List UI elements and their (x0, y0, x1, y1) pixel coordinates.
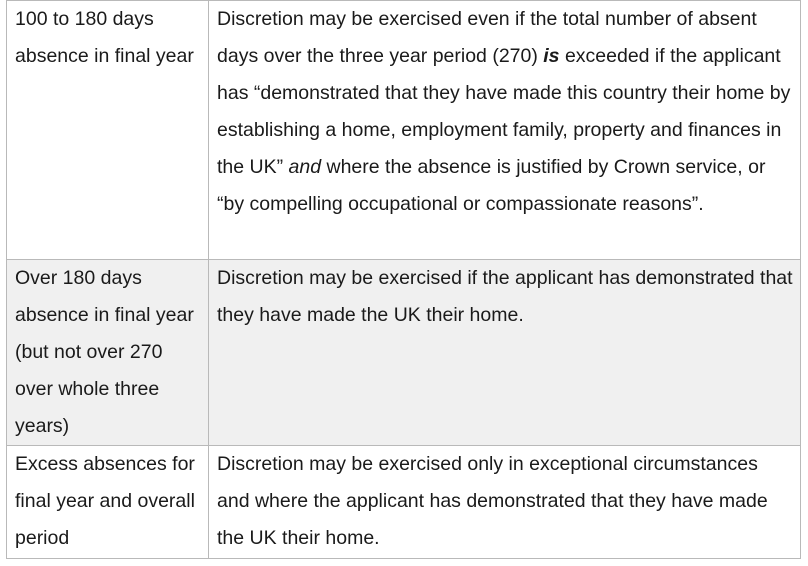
guidance-text: Discretion may be exercised even if the total number of absent days over the three year period (270) (217, 8, 757, 67)
table-row (7, 1, 801, 260)
guidance-emphasis: is (543, 45, 560, 67)
guidance-text: exceeded if the applicant has “demonstrated that they have made this country their home by establishing a home, employment family, property and finances in the UK” (217, 45, 791, 178)
discretion-guidance-cell: Discretion may be exercised if the applicant has demonstrated that they have made the UK their home. (209, 260, 801, 446)
absence-discretion-table (6, 0, 801, 559)
table-row (7, 260, 801, 446)
absence-condition-cell: Over 180 days absence in final year (but not over 270 over whole three years) (7, 260, 209, 446)
discretion-guidance-cell: Discretion may be exercised only in exceptional circumstances and where the applicant has demonstrated that they have made the UK their home. (209, 446, 801, 559)
guidance-text: where the absence is justified by Crown service, or “by compelling occupational or compassionate reasons”. (217, 156, 766, 215)
absence-condition-cell: Excess absences for final year and overall period (7, 446, 209, 559)
absence-condition-cell: 100 to 180 days absence in final year (7, 1, 209, 260)
guidance-italic: and (288, 156, 322, 178)
table-row (7, 446, 801, 559)
discretion-guidance-cell (209, 1, 801, 260)
